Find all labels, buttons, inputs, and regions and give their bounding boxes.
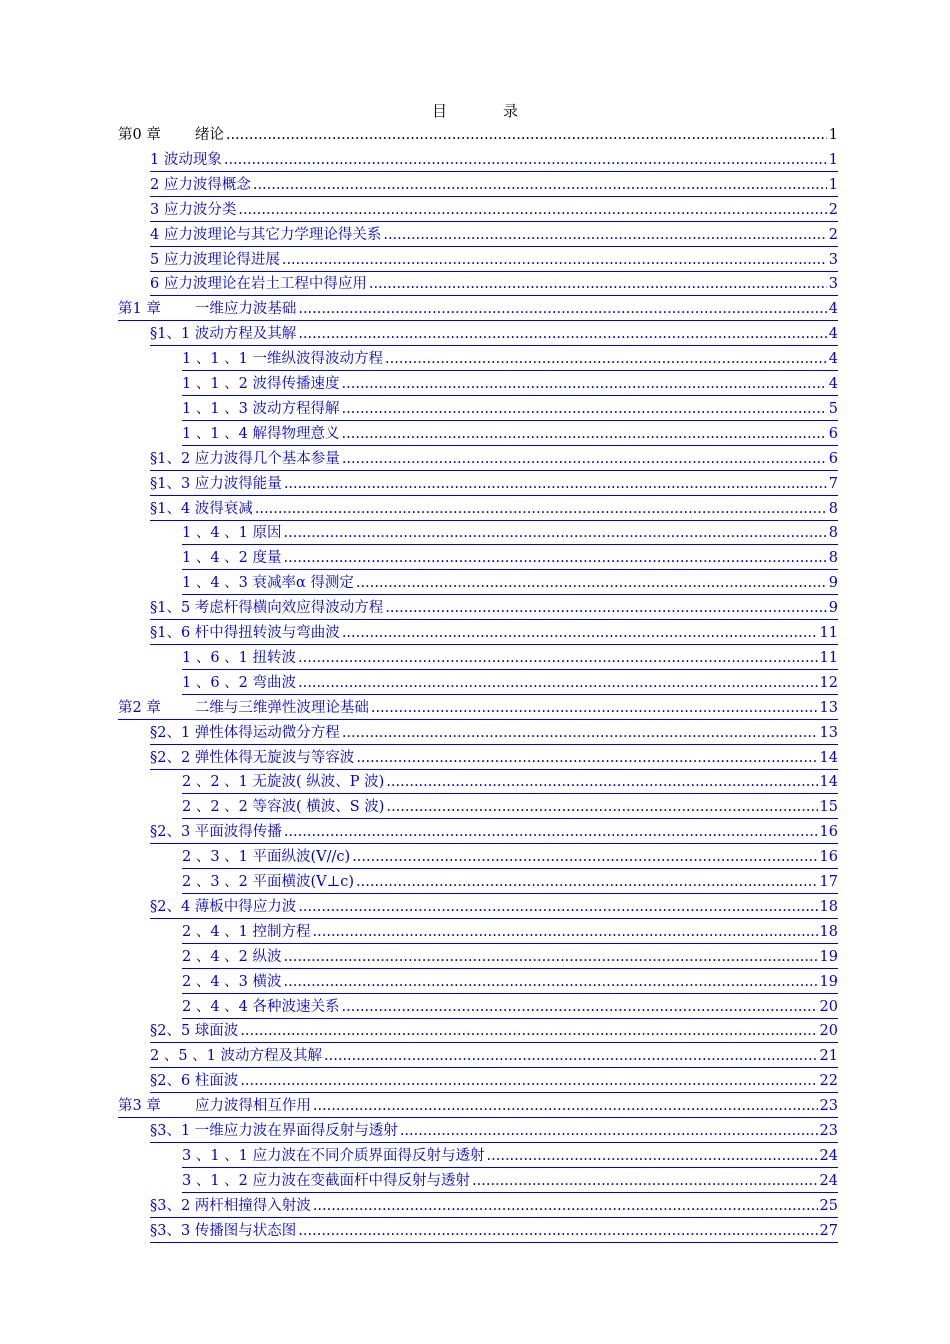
toc-entry[interactable] [150,323,838,346]
toc-leader-dots [284,522,827,544]
toc-leader-dots [472,1170,818,1192]
toc-chapter-title: 绪论 [194,127,224,143]
toc-page-number: 20 [819,1023,838,1040]
toc-entry-title: §3、2 两杆相撞得入射波 [150,1197,311,1214]
toc-page-number: 6 [828,450,838,467]
toc-entry[interactable] [182,771,838,794]
toc-entry-title: 1 波动现象 [150,151,222,168]
toc-page-number: 11 [819,625,838,641]
toc-entry-title: 2 、5 、1 波动方程及其解 [150,1048,323,1065]
toc-page-number: 17 [819,874,838,890]
toc-entry[interactable] [150,1070,838,1093]
toc-entry[interactable] [182,547,838,570]
toc-entry-title: §2、1 弹性体得运动微分方程 [150,724,340,741]
toc-leader-dots [487,1145,818,1167]
toc-page-number: 1 [828,176,838,193]
toc-page-number: 23 [819,1098,838,1115]
toc-entry-title: 5 应力波理论得进展 [150,251,280,268]
toc-leader-dots [282,249,827,271]
toc-page-number: 18 [819,898,838,915]
toc-entry[interactable] [150,1220,838,1243]
toc-entry-title: 1 、4 、2 度量 [182,550,282,567]
toc-leader-dots [226,124,827,146]
toc-leader-dots [356,747,817,769]
toc-entry-title: 4 应力波理论与其它力学理论得关系 [150,226,382,243]
toc-leader-dots [298,323,826,345]
toc-page-number: 4 [828,351,838,368]
toc-leader-dots [298,1220,817,1242]
toc-page-number: 3 [828,251,838,268]
toc-page-number: 22 [819,1073,838,1090]
toc-entry-title: 6 应力波理论在岩土工程中得应用 [150,276,367,293]
toc-chapter-number: 第1 章 [118,301,161,318]
toc-page-number: 4 [828,376,838,392]
toc-entry[interactable] [150,747,838,770]
toc-chapter-title: 应力波得相互作用 [194,1098,311,1115]
toc-entry[interactable] [182,1145,838,1168]
toc-leader-dots [371,697,818,719]
toc-page-number: 5 [828,400,838,417]
toc-leader-dots [255,498,827,520]
toc-entry[interactable] [150,722,838,745]
toc-leader-dots [356,871,818,893]
toc-entry[interactable] [150,821,838,844]
toc-entry-title: 2 、3 、2 平面横波(V⊥c) [182,874,355,890]
toc-entry [118,124,838,146]
toc-entry[interactable] [150,597,838,620]
toc-leader-dots [298,672,818,694]
toc-entry[interactable] [182,996,838,1019]
toc-leader-dots [240,1020,817,1042]
toc-entry[interactable] [118,298,838,321]
toc-entry-title: 2 、2 、1 无旋波( 纵波、P 波) [182,774,385,791]
toc-page-number: 13 [819,699,838,716]
toc-page-number: 6 [828,425,838,442]
toc-page-number: 23 [819,1123,838,1139]
toc-entry-title: §1、3 应力波得能量 [150,475,282,492]
toc-leader-dots [240,1070,817,1092]
toc-page-number: 1 [828,151,838,168]
toc-entry-title [118,1095,311,1117]
toc-page-number: 25 [819,1197,838,1214]
toc-leader-dots [298,298,826,320]
toc-page-number: 24 [819,1147,838,1164]
toc-leader-dots [224,149,827,171]
toc-entry[interactable] [150,622,838,645]
toc-entry-title: §1、2 应力波得几个基本参量 [150,450,340,467]
toc-entry-title: 3 应力波分类 [150,201,237,218]
toc-entry-title: 3 、1 、1 应力波在不同介质界面得反射与透射 [182,1147,485,1164]
toc-title-char-1: 目 [431,102,447,120]
toc-entry-title: §1、5 考虑杆得横向效应得波动方程 [150,600,384,617]
toc-page-number: 8 [828,525,838,542]
toc-entry[interactable] [150,1045,838,1068]
toc-leader-dots [313,1195,818,1217]
toc-entry[interactable] [150,896,838,919]
toc-page-number: 15 [819,799,838,816]
toc-leader-dots [284,946,818,968]
toc-entry-title: 1 、1 、4 解得物理意义 [182,425,340,442]
toc-entry-title: 2 、4 、1 控制方程 [182,923,311,940]
toc-leader-dots [342,722,818,744]
toc-page-number: 12 [819,674,838,691]
toc-leader-dots [386,771,817,793]
toc-entry[interactable] [150,224,838,247]
toc-leader-dots [253,174,827,196]
toc-page-number: 27 [819,1222,838,1239]
toc-page-number: 13 [819,724,838,741]
toc-entry-title: §2、3 平面波得传播 [150,824,282,841]
toc-entry[interactable] [182,572,838,595]
toc-entry-title: 1 、6 、2 弯曲波 [182,674,297,691]
toc-leader-dots [385,597,826,619]
toc-leader-dots [298,896,817,918]
toc-entry[interactable] [182,373,838,396]
toc-entry[interactable] [182,796,838,819]
toc-page-number: 20 [819,998,838,1015]
toc-entry[interactable] [182,398,838,421]
toc-leader-dots [284,547,827,569]
toc-entry[interactable] [150,174,838,197]
toc-entry-title: 2 、4 、2 纵波 [182,948,282,965]
toc-page-number: 4 [828,301,838,318]
toc-entry[interactable] [150,249,838,272]
toc-page-number: 14 [819,774,838,791]
toc-entry-title: §1、6 杆中得扭转波与弯曲波 [150,625,340,641]
toc-entry[interactable] [182,672,838,695]
toc-entry[interactable] [182,522,838,545]
toc-entry[interactable] [182,348,838,371]
toc-entry-title: §1、1 波动方程及其解 [150,326,297,343]
toc-entry[interactable] [150,1020,838,1043]
toc-entry-title: §2、4 薄板中得应力波 [150,898,297,915]
toc-entry[interactable] [150,473,838,496]
toc-entry-title: 1 、6 、1 扭转波 [182,649,297,666]
toc-leader-dots [352,846,817,868]
toc-leader-dots [324,1045,818,1067]
toc-leader-dots [383,224,826,246]
toc-entry-title: §2、5 球面波 [150,1023,239,1040]
toc-entry-title: §3、1 一维应力波在界面得反射与透射 [150,1123,398,1139]
toc-leader-dots [342,996,818,1018]
toc-page-number: 16 [819,824,838,841]
toc-entry[interactable] [182,1170,838,1193]
toc-leader-dots [342,423,827,445]
toc-leader-dots [313,1095,818,1117]
toc-entry[interactable] [182,871,838,894]
toc-leader-dots [356,572,827,594]
toc-title [0,100,950,121]
toc-page-number: 24 [819,1172,838,1189]
toc-entry-title: 1 、1 、3 波动方程得解 [182,400,340,417]
toc-entry-title: 1 、4 、3 衰减率α 得测定 [182,575,354,592]
toc-leader-dots [284,473,827,495]
toc-page-number: 3 [828,276,838,293]
toc-entry[interactable] [182,946,838,969]
toc-leader-dots [342,373,827,395]
toc-page-number: 19 [819,948,838,965]
toc-page-number: 9 [828,600,838,617]
toc-leader-dots [284,971,818,993]
toc-page-number: 9 [828,575,838,592]
toc-leader-dots [342,622,818,644]
toc-entry-title: §1、4 波得衰减 [150,500,253,517]
toc-chapter-title: 二维与三维弹性波理论基础 [194,699,369,716]
toc-entry-title: 1 、1 、2 波得传播速度 [182,376,340,392]
toc-entry-title: §3、3 传播图与状态图 [150,1222,297,1239]
toc-entry[interactable] [150,498,838,521]
toc-entry[interactable] [118,1095,838,1118]
toc-entry-title: §2、6 柱面波 [150,1073,239,1090]
toc-chapter-title: 一维应力波基础 [194,301,297,318]
toc-leader-dots [369,273,827,295]
toc-leader-dots [342,448,827,470]
toc-chapter-number: 第0 章 [118,127,161,143]
toc-title-char-2: 录 [503,102,519,120]
toc-page-number: 1 [828,127,838,143]
toc-page-number: 8 [828,550,838,567]
toc-entry-title: 2 、3 、1 平面纵波(V//c) [182,849,351,866]
toc-page-number: 19 [819,973,838,990]
toc-page-number: 21 [819,1048,838,1065]
toc-entry-title: 2 、4 、3 横波 [182,973,282,990]
toc-entry[interactable] [118,697,838,720]
toc-entry-title [118,697,369,719]
toc-leader-dots [284,821,818,843]
toc-page-number: 7 [828,475,838,492]
toc-entry[interactable] [150,149,838,172]
toc-entry-title [118,124,224,146]
toc-page-number: 4 [828,326,838,343]
toc-page-number: 14 [819,749,838,766]
toc-entry[interactable] [182,846,838,869]
toc-entry-title [118,298,296,320]
toc-entry[interactable] [150,273,838,296]
toc-page-number: 2 [828,226,838,243]
toc-entry-title: 2 、4 、4 各种波速关系 [182,998,340,1015]
toc-page-number: 16 [819,849,838,866]
toc-entry[interactable] [182,921,838,944]
toc-leader-dots [238,199,826,221]
toc-page-number: 2 [828,201,838,218]
toc-entry[interactable] [150,199,838,222]
toc-entry-title: 1 、4 、1 原因 [182,525,282,542]
toc-entry[interactable] [150,1195,838,1218]
toc-leader-dots [400,1120,818,1142]
toc-page-number: 8 [828,500,838,517]
toc-entry-title: §2、2 弹性体得无旋波与等容波 [150,749,355,766]
toc-page-number: 18 [819,923,838,940]
toc-leader-dots [342,398,827,420]
toc-entry-title: 1 、1 、1 一维纵波得波动方程 [182,351,384,368]
toc-entry-title: 2 应力波得概念 [150,176,251,193]
toc-entry-title: 3 、1 、2 应力波在变截面杆中得反射与透射 [182,1172,471,1189]
toc-entry[interactable] [150,1120,838,1143]
toc-entry[interactable] [182,647,838,670]
toc-leader-dots [313,921,818,943]
toc-entry[interactable] [150,448,838,471]
toc-chapter-number: 第2 章 [118,699,161,716]
toc-page-number: 11 [819,649,838,666]
toc-entry[interactable] [182,423,838,446]
toc-leader-dots [385,348,827,370]
toc-leader-dots [386,796,817,818]
toc-entry[interactable] [182,971,838,994]
toc-leader-dots [298,647,818,669]
toc-chapter-number: 第3 章 [118,1098,161,1115]
toc-entry-title: 2 、2 、2 等容波( 横波、S 波) [182,799,385,816]
